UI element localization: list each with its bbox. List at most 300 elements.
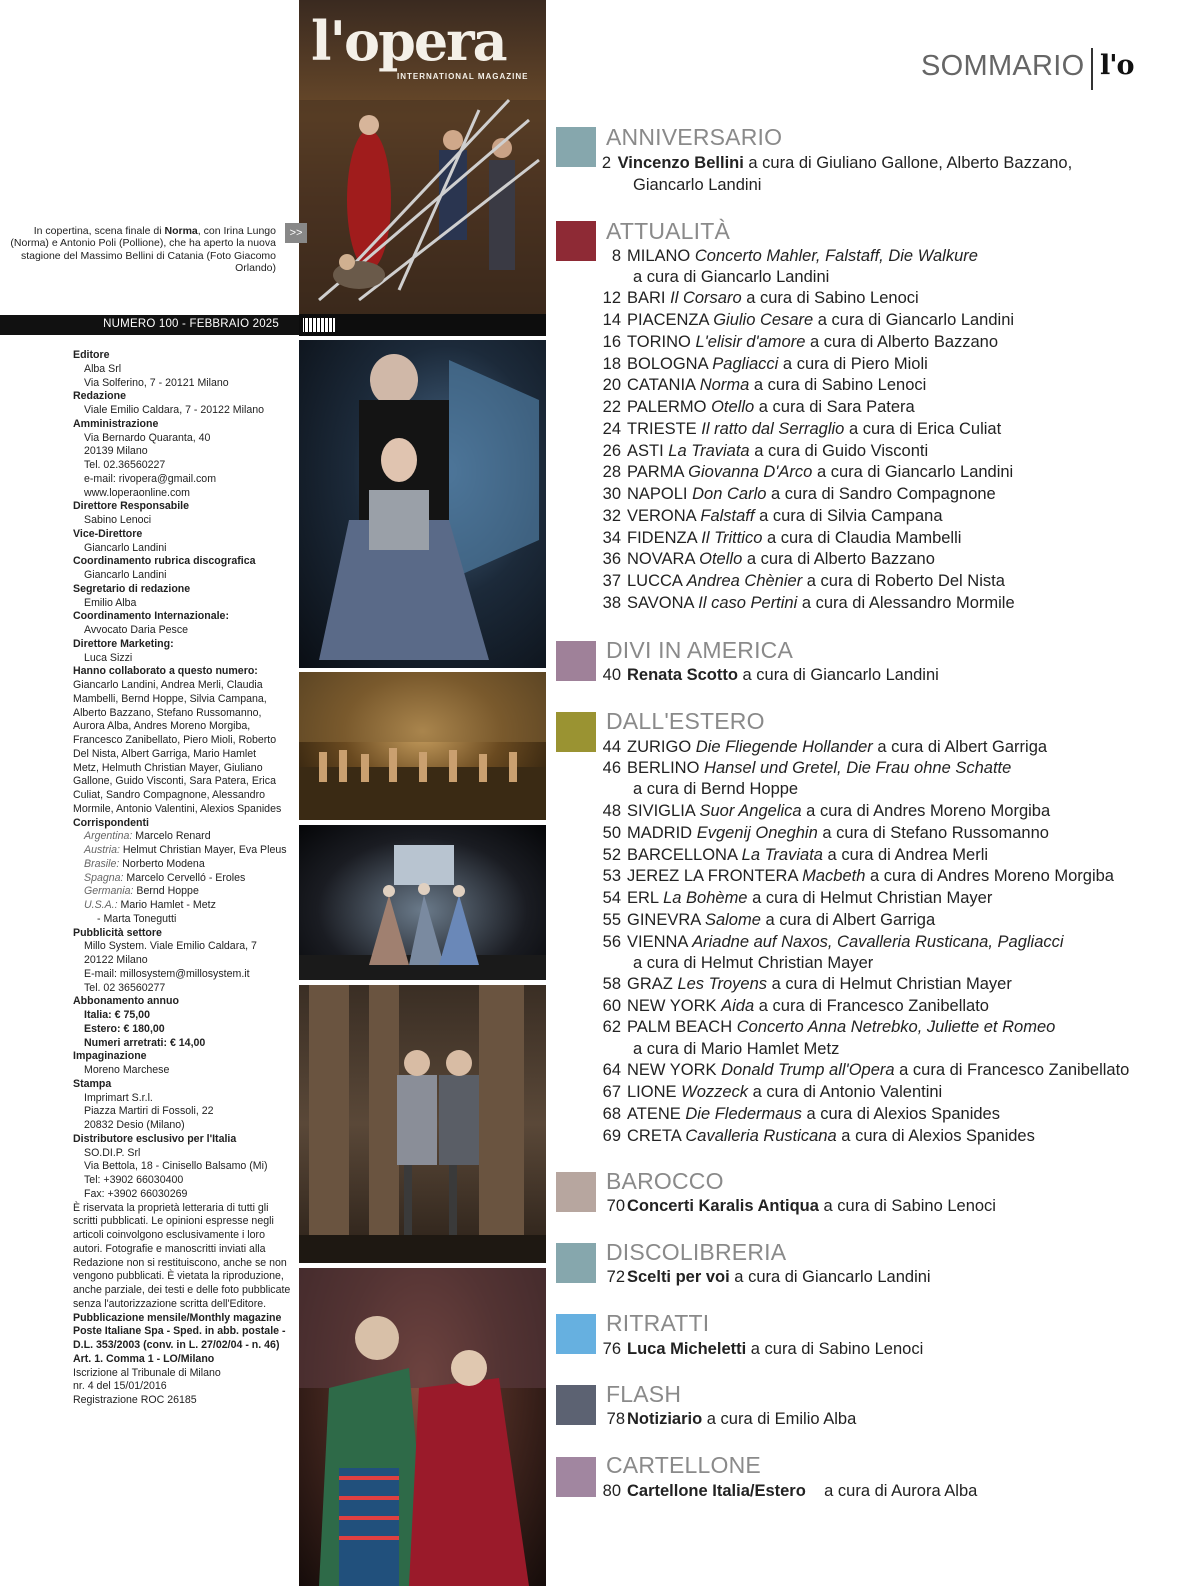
barcode-icon (303, 318, 335, 332)
entry-work: Giovanna D'Arco (688, 463, 813, 481)
entry-author: a cura di Andrea Merli (822, 846, 989, 864)
registration-line: nr. 4 del 15/01/2016 (73, 1380, 167, 1393)
colophon-line: Moreno Marchese (84, 1064, 170, 1076)
correspondent-name: Mario Hamlet - Metz (117, 899, 216, 911)
entry-city: MILANO (627, 247, 691, 265)
toc-entry[interactable] (593, 331, 998, 353)
page-number: 28 (602, 463, 621, 481)
page-number: 69 (602, 1127, 621, 1145)
section-title-flash: FLASH (606, 1381, 682, 1407)
correspondent-country: Brasile: (84, 857, 120, 870)
entry-city: GINEVRA (627, 911, 701, 929)
entry-author: a cura di Alberto Bazzano (805, 333, 999, 351)
entry-city: ZURIGO (627, 738, 692, 756)
section-color-square (556, 221, 596, 261)
toc-entry[interactable] (593, 418, 1001, 440)
correspondent-line (73, 872, 295, 886)
colophon-line: Giancarlo Landini (84, 541, 167, 554)
correspondent-line (73, 844, 295, 858)
entry-title: Vincenzo Bellini (617, 154, 744, 172)
page-number: 14 (602, 311, 621, 329)
entry-work: Andrea Chènier (686, 572, 803, 590)
toc-entry-continuation: a cura di Mario Hamlet Metz (633, 1040, 840, 1058)
correspondent-name: Helmut Christian Mayer, Eva Pleus (119, 844, 287, 856)
page-number: 52 (602, 846, 621, 864)
section-color-square (556, 1243, 596, 1283)
toc-entry-continuation: Giancarlo Landini (633, 176, 762, 194)
colophon-line: Mormile, Antonio Valentini, Alexios Spanides (73, 802, 282, 815)
entry-author: a cura di Giancarlo Landini (729, 1268, 931, 1286)
toc-entry[interactable] (593, 592, 1015, 614)
page-number: 48 (602, 802, 621, 820)
entry-work: Cavalleria Rusticana (685, 1127, 837, 1145)
email-link[interactable]: e-mail: rivopera@gmail.com (84, 472, 217, 485)
entry-city: TORINO (627, 333, 691, 351)
entry-title: Notiziario (627, 1410, 703, 1428)
entry-author: a cura di Sabino Lenoci (741, 289, 919, 307)
toc-entry[interactable] (593, 1480, 977, 1502)
correspondent-line: - Marta Tonegutti (97, 912, 177, 925)
toc-entry[interactable] (593, 1338, 923, 1360)
caption-text-2: , con Irina Lungo (Norma) e Antonio Poli (Pollione), che ha aperto la nuova stagione del Massimo Bellini di Catania (Foto Giacomo Orlando) (10, 225, 276, 275)
correspondent-country: Germania: (84, 885, 134, 898)
entry-author: a cura di Erica Culiat (844, 420, 1002, 438)
toc-entry[interactable] (593, 1266, 931, 1288)
entry-work: Falstaff (700, 507, 755, 525)
page-number: 55 (602, 911, 621, 929)
toc-entry[interactable] (593, 527, 961, 549)
page-number: 12 (602, 289, 621, 307)
toc-entry[interactable] (593, 664, 939, 686)
colophon-line: Culiat, Sandro Compagnone, Alessandro (73, 789, 265, 801)
entry-author: a cura di Piero Mioli (778, 355, 928, 373)
section-title-cartellone: CARTELLONE (606, 1452, 761, 1478)
postal-line: Pubblicazione mensile/Monthly magazine (73, 1311, 282, 1324)
colophon-line: Piazza Martiri di Fossoli, 22 (84, 1105, 214, 1118)
entry-author: a cura di Guido Visconti (749, 442, 929, 460)
legal-line: anche parziale, dei testi e delle foto pubblicate (73, 1284, 291, 1296)
section-color-square (556, 1172, 596, 1212)
entry-author: a cura di Albert Garriga (760, 911, 936, 929)
colophon-line: Giancarlo Landini (84, 569, 167, 581)
entry-work: Donald Trump all'Opera (721, 1061, 895, 1079)
toc-entry-continuation: a cura di Helmut Christian Mayer (633, 954, 874, 972)
colophon-line: Luca Sizzi (84, 651, 133, 664)
page-number: 2 (601, 154, 611, 172)
toc-entry[interactable] (593, 461, 1013, 483)
colophon-line: Viale Emilio Caldara, 7 - 20122 Milano (84, 404, 264, 416)
entry-work: Salome (704, 911, 761, 929)
entry-city: SIVIGLIA (627, 802, 695, 820)
photo6-illustration (299, 1268, 546, 1586)
entry-city: VERONA (627, 507, 696, 525)
entry-city: CRETA (627, 1127, 681, 1145)
toc-entry[interactable] (593, 995, 989, 1017)
colophon-line: Avvocato Daria Pesce (84, 624, 189, 636)
legal-line: Redazione non si restituiscono, anche se non (73, 1256, 287, 1269)
page-number: 44 (602, 738, 621, 756)
section-title-ritratti: RITRATTI (606, 1310, 710, 1336)
toc-entry[interactable] (593, 152, 1072, 174)
entry-author: a cura di Aurora Alba (805, 1482, 978, 1500)
photo-dance-scene[interactable] (299, 1268, 546, 1586)
entry-work: Il caso Pertini (698, 594, 798, 612)
entry-work: Pagliacci (712, 355, 779, 373)
colophon-heading: Pubblicità settore (73, 926, 162, 939)
colophon-line: SO.DI.P. Srl (84, 1146, 141, 1159)
toc-entry[interactable] (593, 353, 928, 375)
legal-line: articoli coinvolgono esclusivamente i loro (73, 1229, 265, 1241)
cover-subtitle: INTERNATIONAL MAGAZINE (397, 72, 529, 81)
entry-author: a cura di Sabino Lenoci (749, 376, 927, 394)
colophon-heading: Coordinamento Internazionale: (73, 610, 229, 623)
colophon-heading: Distributore esclusivo per l'Italia (73, 1132, 237, 1145)
colophon-heading: Direttore Responsabile (73, 500, 189, 513)
page-number: 8 (611, 247, 621, 265)
entry-city: PIACENZA (627, 311, 709, 329)
toc-entry[interactable] (593, 736, 1047, 758)
section-color-square (556, 712, 596, 752)
legal-line: vengono pubblicati. È vietata la riproduzione, (73, 1270, 284, 1283)
toc-entry[interactable] (593, 1408, 856, 1430)
page-number: 78 (606, 1410, 625, 1428)
entry-city: GRAZ (627, 975, 673, 993)
entry-author: a cura di Alberto Bazzano (742, 550, 935, 568)
page-number: 30 (602, 485, 621, 503)
entry-author: a cura di Sara Patera (754, 398, 915, 416)
colophon-line: Tel: +3902 66030400 (84, 1174, 184, 1186)
section-title-attualita: ATTUALITÀ (606, 218, 731, 244)
toc-entry[interactable] (593, 548, 935, 570)
registration-line: Registrazione ROC 26185 (73, 1394, 197, 1406)
entry-city: PALERMO (627, 398, 707, 416)
entry-work: Ariadne auf Naxos, Cavalleria Rusticana, Pagliacci (692, 933, 1064, 951)
entry-author: a cura di Helmut Christian Mayer (767, 975, 1012, 993)
correspondent-country: U.S.A.: (84, 899, 118, 911)
colophon-line: Mambelli, Bernd Hoppe, Silvia Campana, (73, 692, 267, 705)
entry-author: a cura di Andres Moreno Morgiba (801, 802, 1051, 820)
toc-entry[interactable] (593, 757, 1011, 779)
entry-author: a cura di Giancarlo Landini (813, 311, 1015, 329)
entry-author: a cura di Helmut Christian Mayer (747, 889, 993, 907)
colophon-heading: Hanno collaborato a questo numero: (73, 665, 258, 678)
entry-author: a cura di Claudia Mambelli (762, 529, 962, 547)
header-divider (1091, 48, 1093, 90)
page-number: 24 (602, 420, 621, 438)
caption-opera-name: Norma (164, 225, 198, 237)
photo-walkure-scene[interactable] (299, 340, 546, 668)
page-number: 38 (602, 594, 621, 612)
section-color-square (556, 1314, 596, 1354)
entry-city: CATANIA (627, 376, 696, 394)
photo5-illustration (299, 985, 546, 1263)
postal-line: Poste Italiane Spa - Sped. in abb. postale - (73, 1325, 286, 1338)
entry-work: Concerto Anna Netrebko, Juliette et Romeo (736, 1018, 1056, 1036)
toc-entry[interactable] (593, 309, 1014, 331)
page-number: 36 (602, 550, 621, 568)
correspondent-name: Marcelo Renard (132, 830, 211, 843)
entry-author: a cura di Alexios Spanides (801, 1105, 1000, 1123)
colophon-heading: Coordinamento rubrica discografica (73, 555, 256, 568)
entry-work: La Traviata (668, 442, 750, 460)
section-title-discolibreria: DISCOLIBRERIA (606, 1239, 787, 1265)
entry-author: a cura di Emilio Alba (702, 1410, 857, 1428)
photo-column (289, 0, 546, 1586)
page-number: 53 (602, 867, 621, 885)
photo-three-singers[interactable] (299, 825, 546, 980)
entry-author: a cura di Francesco Zanibellato (754, 997, 989, 1015)
colophon-line: Del Nista, Albert Garriga, Mario Hamlet (73, 747, 257, 760)
entry-city: JEREZ LA FRONTERA (627, 867, 798, 885)
entry-author: a cura di Alexios Spanides (836, 1127, 1035, 1145)
entry-city: FIDENZA (627, 529, 697, 547)
entry-city: BOLOGNA (627, 355, 708, 373)
colophon-heading: Segretario di redazione (73, 582, 191, 595)
issue-number: NUMERO 100 - FEBBRAIO 2025 (103, 318, 279, 330)
photo4-illustration (299, 825, 546, 980)
section-color-square (556, 127, 596, 167)
page-number: 34 (602, 529, 621, 547)
colophon-line: Metz, Helmuth Christian Mayer, Giuliano (73, 761, 263, 774)
page-number: 58 (602, 975, 621, 993)
entry-work: Il ratto dal Serraglio (701, 420, 845, 438)
entry-work: Aida (721, 997, 755, 1015)
entry-author: a cura di Sandro Compagnone (766, 485, 996, 503)
page-number: 72 (606, 1268, 625, 1286)
entry-work: Giulio Cesare (713, 311, 814, 329)
toc-entry[interactable] (593, 909, 935, 931)
correspondent-line (73, 830, 295, 844)
entry-title: Concerti Karalis Antiqua (627, 1197, 819, 1215)
price-line: Numeri arretrati: € 14,00 (84, 1036, 206, 1049)
section-title-anniversario: ANNIVERSARIO (606, 124, 783, 150)
entry-author: a cura di Stefano Russomanno (817, 824, 1049, 842)
entry-work: Il Corsaro (670, 289, 742, 307)
toc-entry[interactable] (593, 844, 988, 866)
issue-bar (0, 315, 299, 335)
correspondent-country: Austria: (84, 844, 120, 856)
correspondent-name: Norberto Modena (119, 857, 205, 870)
entry-title: Scelti per voi (627, 1268, 730, 1286)
colophon-line: Emilio Alba (84, 596, 137, 609)
cover-caption (8, 225, 276, 275)
entry-city: LUCCA (627, 572, 683, 590)
colophon-line: Aurora Alba, Andres Moreno Morgiba, (73, 720, 251, 733)
toc-entry[interactable] (593, 822, 1049, 844)
colophon-line: Gallone, Guido Visconti, Sara Patera, Erica (73, 775, 276, 788)
correspondent-name: Bernd Hoppe (133, 885, 199, 898)
toc-entry[interactable] (593, 1103, 1000, 1125)
photo2-illustration (299, 340, 546, 668)
page-number: 64 (602, 1061, 621, 1079)
legal-line: È riservata la proprietà letteraria di tutti gli (73, 1201, 269, 1214)
colophon-heading: Amministrazione (73, 417, 159, 430)
legal-line: senza l'autorizzazione scritta dell'Editore. (73, 1297, 267, 1310)
colophon-line: Via Bernardo Quaranta, 40 (84, 431, 211, 444)
entry-city: MADRID (627, 824, 693, 842)
correspondent-name: Marcelo Cervelló - Eroles (123, 871, 246, 884)
price-line: Estero: € 180,00 (84, 1022, 165, 1035)
toc-entry[interactable] (593, 440, 928, 462)
entry-work: Die Fliegende Hollander (695, 738, 873, 756)
entry-work: L'elisir d'amore (695, 333, 806, 351)
entry-author: a cura di Sabino Lenoci (818, 1197, 996, 1215)
page-number: 68 (602, 1105, 621, 1123)
cover-logo: l'opera (311, 9, 506, 73)
toc-entry[interactable] (593, 287, 919, 309)
toc-entry[interactable] (593, 1125, 1035, 1147)
entry-title: Luca Micheletti (627, 1340, 747, 1358)
colophon-line: Tel. 02 36560277 (84, 981, 166, 994)
cover-footer-strip (299, 314, 546, 336)
colophon-heading: Impaginazione (73, 1050, 147, 1063)
entry-title: Cartellone Italia/Estero (627, 1482, 806, 1500)
legal-line: scritti pubblicati. Le opinioni espresse negli (73, 1215, 274, 1228)
toc-entry[interactable] (593, 505, 943, 527)
entry-work: Otello (711, 398, 755, 416)
page-number: 20 (602, 376, 621, 394)
toc-entry[interactable] (593, 800, 1050, 822)
brand-logo: l'o (1100, 50, 1134, 81)
colophon-heading: Abbonamento annuo (73, 995, 179, 1008)
entry-city: SAVONA (627, 594, 694, 612)
page-title: SOMMARIO (921, 50, 1085, 82)
page-number: 46 (602, 759, 621, 777)
entry-city: ASTI (627, 442, 664, 460)
entry-work: Wozzeck (681, 1083, 749, 1101)
section-color-square (556, 641, 596, 681)
entry-work: Les Troyens (677, 975, 768, 993)
entry-work: La Traviata (741, 846, 823, 864)
entry-work: Suor Angelica (699, 802, 802, 820)
website-link[interactable]: www.loperaonline.com (84, 486, 190, 499)
toc-entry[interactable] (593, 1195, 996, 1217)
entry-work: Die Fledermaus (685, 1105, 802, 1123)
entry-author: a cura di Giancarlo Landini (737, 666, 939, 684)
toc-entry[interactable] (593, 483, 996, 505)
toc-entry[interactable] (593, 1081, 942, 1103)
price-line: Italia: € 75,00 (84, 1009, 150, 1021)
toc-entry-continuation: a cura di Giancarlo Landini (633, 268, 830, 286)
email-link[interactable]: E-mail: millosystem@millosystem.it (84, 967, 250, 980)
colophon (73, 349, 295, 1408)
toc-entry[interactable] (593, 374, 926, 396)
entry-author: a cura di Andres Moreno Morgiba (865, 867, 1114, 885)
caption-text-1: In copertina, scena finale di (33, 225, 165, 237)
entry-city: PARMA (627, 463, 684, 481)
toc-entry[interactable] (593, 570, 1005, 592)
colophon-heading: Redazione (73, 390, 126, 403)
entry-author: a cura di Alessandro Mormile (797, 594, 1015, 612)
entry-city: NOVARA (627, 550, 695, 568)
section-title-barocco: BAROCCO (606, 1168, 724, 1194)
entry-city: NEW YORK (627, 997, 717, 1015)
page-number: 70 (606, 1197, 625, 1215)
entry-author: a cura di Roberto Del Nista (802, 572, 1005, 590)
colophon-line: Millo System. Viale Emilio Caldara, 7 (84, 940, 257, 953)
colophon-line: Imprimart S.r.l. (84, 1091, 153, 1104)
colophon-heading: Direttore Marketing: (73, 637, 174, 650)
entry-work: Otello (699, 550, 743, 568)
colophon-line: Via Bettola, 18 - Cinisello Balsamo (Mi) (84, 1160, 268, 1173)
colophon-line: Tel. 02.36560227 (84, 459, 166, 471)
toc-entry[interactable] (593, 931, 1064, 953)
entry-city: NEW YORK (627, 1061, 717, 1079)
toc-entry[interactable] (593, 1059, 1129, 1081)
section-title-dall-estero: DALL'ESTERO (606, 708, 765, 734)
colophon-line: Fax: +3902 66030269 (84, 1187, 188, 1200)
entry-work: Don Carlo (692, 485, 767, 503)
page-number: 22 (602, 398, 621, 416)
page-number: 67 (602, 1083, 621, 1101)
legal-line: autori. Fotografie e manoscritti inviati alla (73, 1242, 266, 1255)
entry-city: VIENNA (627, 933, 688, 951)
arrow-right-icon: >> (285, 223, 307, 243)
entry-work: Il Trittico (701, 529, 763, 547)
entry-city: TRIESTE (627, 420, 697, 438)
section-color-square (556, 1457, 596, 1497)
correspondent-country: Argentina: (84, 830, 133, 843)
page-number: 18 (602, 355, 621, 373)
registration-line: Iscrizione al Tribunale di Milano (73, 1366, 221, 1379)
entry-work: Hansel und Gretel, Die Frau ohne Schatte (704, 759, 1012, 777)
entry-city: BERLINO (627, 759, 700, 777)
colophon-heading: Editore (73, 349, 110, 361)
page-number: 76 (602, 1340, 621, 1358)
entry-author: a cura di Albert Garriga (872, 738, 1048, 756)
colophon-heading: Corrispondenti (73, 816, 149, 829)
entry-author: a cura di Silvia Campana (754, 507, 943, 525)
photo3-illustration (299, 672, 546, 820)
cover-scene-illustration (299, 0, 546, 314)
correspondent-line (73, 885, 295, 899)
cover-image[interactable] (299, 0, 546, 336)
toc-entry[interactable] (593, 887, 992, 909)
page-number: 62 (602, 1018, 621, 1036)
toc-entry[interactable] (593, 1016, 1055, 1038)
page-number: 80 (602, 1482, 621, 1500)
page-number: 37 (602, 572, 621, 590)
photo-hansel-gretel[interactable] (299, 985, 546, 1263)
entry-work: Norma (699, 376, 750, 394)
entry-city: PALM BEACH (627, 1018, 733, 1036)
entry-city: ATENE (627, 1105, 681, 1123)
toc-entry[interactable] (593, 973, 1012, 995)
page-number: 32 (602, 507, 621, 525)
colophon-line: 20139 Milano (84, 445, 148, 458)
colophon-line: Alba Srl (84, 362, 122, 375)
page-number: 40 (602, 666, 621, 684)
colophon-heading: Vice-Direttore (73, 527, 143, 540)
page-number: 16 (602, 333, 621, 351)
colophon-line: Via Solferino, 7 - 20121 Milano (84, 376, 229, 389)
page-number: 60 (602, 997, 621, 1015)
toc-entry[interactable] (593, 865, 1114, 887)
section-title-divi-in-america: DIVI IN AMERICA (606, 637, 794, 663)
entry-author: a cura di Giancarlo Landini (812, 463, 1014, 481)
colophon-line: Giancarlo Landini, Andrea Merli, Claudia (73, 679, 263, 691)
colophon-line: 20832 Desio (Milano) (84, 1119, 185, 1131)
entry-work: Macbeth (802, 867, 866, 885)
toc-entry[interactable] (593, 245, 978, 267)
photo-stage-crowd[interactable] (299, 672, 546, 820)
correspondent-line (73, 899, 295, 913)
page-number: 50 (602, 824, 621, 842)
entry-author: a cura di Sabino Lenoci (746, 1340, 924, 1358)
postal-line: D.L. 353/2003 (conv. in L. 27/02/04 - n. 46) (73, 1339, 280, 1351)
toc-entry-continuation: a cura di Bernd Hoppe (633, 780, 799, 798)
toc-entry[interactable] (593, 396, 915, 418)
